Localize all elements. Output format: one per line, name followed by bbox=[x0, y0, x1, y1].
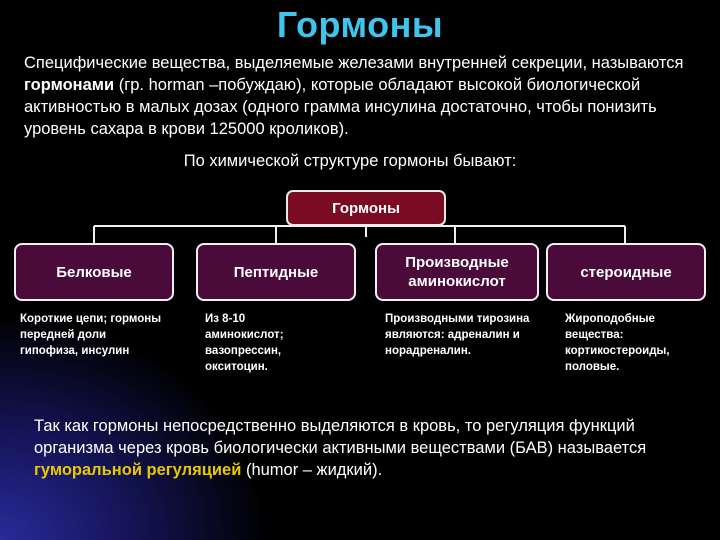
outro-text-start: Так как гормоны непосредственно выделяются в кровь, то регуляция функций организма через кровь биологически активными веществами (БАВ) называется bbox=[34, 417, 647, 457]
intro-bold-term: гормонами bbox=[24, 76, 115, 94]
outro-highlight-term: гуморальной регуляцией bbox=[34, 461, 242, 479]
category-description-steroid: Жироподобные вещества: кортикостероиды, половые. bbox=[565, 313, 670, 373]
outro-paragraph bbox=[34, 415, 714, 481]
category-node-peptide: Пептидные bbox=[196, 243, 356, 301]
outro-text-end: (humor – жидкий). bbox=[241, 461, 383, 479]
category-description-protein: Короткие цепи; гормоны передней доли гипофиза, инсулин bbox=[20, 313, 162, 357]
intro-text-end: (гр. horman –побуждаю), которые обладают высокой биологической активностью в малых дозах (одного грамма инсулина достаточно, чтобы понизить уровень сахара в крови 125000 кроликов). bbox=[24, 76, 657, 138]
intro-text-start: Специфические вещества, выделяемые железами внутренней секреции, называются bbox=[24, 54, 684, 72]
category-node-amino-acid-derivatives: Производные аминокислот bbox=[375, 243, 539, 301]
root-node-hormones: Гормоны bbox=[286, 190, 446, 226]
category-description-peptide: Из 8-10 аминокислот; вазопрессин, окситоцин. bbox=[205, 313, 284, 373]
category-node-steroid: стероидные bbox=[546, 243, 706, 301]
category-node-protein: Белковые bbox=[14, 243, 174, 301]
classification-subtitle: По химической структуре гормоны бывают: bbox=[183, 152, 517, 170]
category-description-amino-acid-derivatives: Производными тирозина являются: адреналин и норадреналин. bbox=[385, 313, 530, 357]
page-title: Гормоны bbox=[276, 4, 444, 45]
